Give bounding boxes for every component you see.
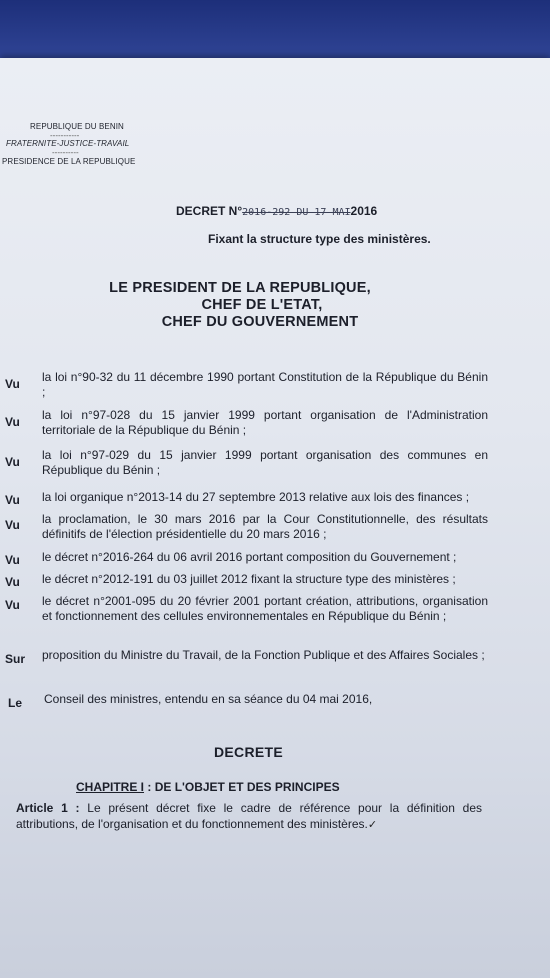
visa-label: Vu (5, 455, 20, 469)
visa-label: Vu (5, 493, 20, 507)
visa-label: Vu (5, 598, 20, 612)
visa-text: le décret n°2016-264 du 06 avril 2016 portant composition du Gouvernement ; (42, 550, 457, 564)
president-heading (100, 280, 380, 331)
decree-handwritten-number: 2016-292 DU 17 MAI (242, 207, 351, 218)
decree-subtitle: Fixant la structure type des ministères. (208, 232, 431, 246)
header-republic: REPUBLIQUE DU BENIN (30, 122, 124, 131)
visa-text: la proclamation, le 30 mars 2016 par la Cour Constitutionnelle, des résultats définitifs de l'élection présidentielle du 20 mars 2016 ; (42, 512, 488, 541)
document-page (0, 58, 550, 978)
decree-prefix: DECRET N° (176, 204, 243, 218)
visa-text: le décret n°2001-095 du 20 février 2001 portant création, attributions, organisation et fonctionnement des cellules environnementales en République du Bénin ; (42, 594, 488, 623)
decree-year: 2016 (350, 204, 378, 218)
decree-number (176, 204, 377, 218)
visa-label: Vu (5, 553, 20, 567)
visa-label: Vu (5, 575, 20, 589)
visa-label: Vu (5, 377, 20, 391)
president-line-2: CHEF DE L'ETAT, (201, 297, 323, 313)
header-separator-1: ----------- (50, 131, 80, 140)
chapter-label: CHAPITRE I (76, 780, 145, 794)
visa-text: proposition du Ministre du Travail, de la Fonction Publique et des Affaires Sociales ; (42, 648, 485, 662)
visa-text: Conseil des ministres, entendu en sa séance du 04 mai 2016, (44, 692, 373, 706)
chapter-heading (76, 780, 340, 794)
president-line-1: LE PRESIDENT DE LA REPUBLIQUE, (109, 280, 371, 296)
article-label: Article 1 : (16, 801, 80, 815)
visa-text: la loi n°97-028 du 15 janvier 1999 portant organisation de l'Administration territoriale de la République du Bénin ; (42, 408, 488, 437)
article-text: Le présent décret fixe le cadre de référence pour la définition des attributions, de l'organisation et du fonctionnement des ministères. (16, 801, 482, 831)
visa-text: la loi n°97-029 du 15 janvier 1999 portant organisation des communes en République du Bénin ; (42, 448, 488, 477)
visa-label: Vu (5, 518, 20, 532)
visa-text: la loi organique n°2013-14 du 27 septembre 2013 relative aux lois des finances ; (42, 490, 470, 504)
header-separator-2: ---------- (52, 148, 79, 157)
chapter-title: : DE L'OBJET ET DES PRINCIPES (147, 780, 340, 794)
article-1 (16, 800, 482, 833)
handwritten-check-icon: ✓ (367, 818, 378, 831)
president-line-3: CHEF DU GOUVERNEMENT (161, 314, 359, 330)
decrete-heading: DECRETE (214, 744, 283, 760)
visa-label: Vu (5, 415, 20, 429)
visa-label: Le (8, 696, 23, 710)
header-presidency: PRESIDENCE DE LA REPUBLIQUE (2, 157, 136, 166)
header-motto: FRATERNITE-JUSTICE-TRAVAIL (6, 139, 130, 148)
visa-text: le décret n°2012-191 du 03 juillet 2012 fixant la structure type des ministères ; (42, 572, 456, 586)
visa-label: Sur (5, 652, 26, 666)
visa-text: la loi n°90-32 du 11 décembre 1990 portant Constitution de la République du Bénin ; (42, 370, 488, 399)
